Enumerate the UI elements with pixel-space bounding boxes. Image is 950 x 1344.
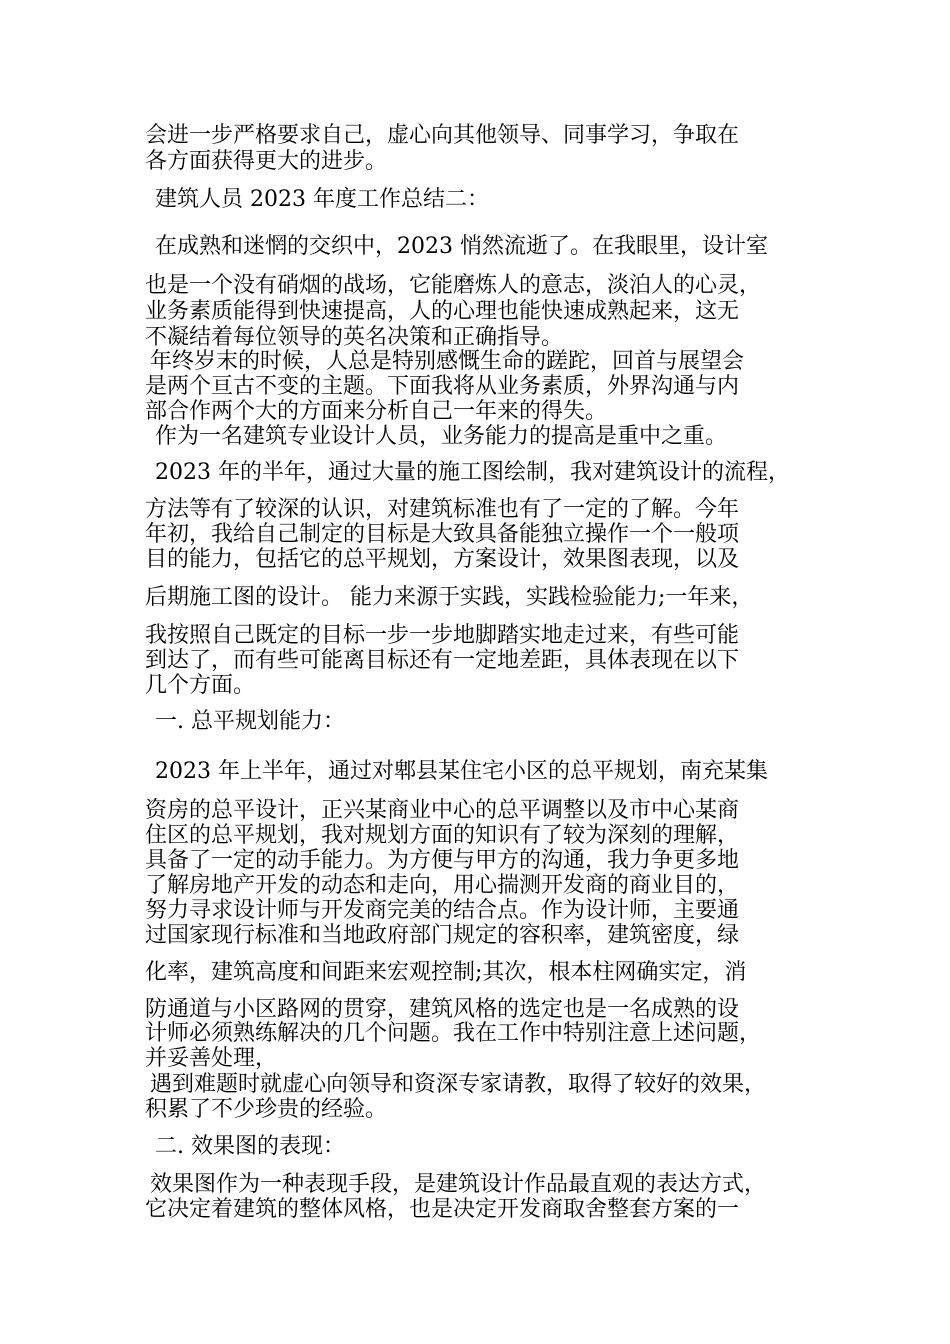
text-line: 防通道与小区路网的贯穿，建筑风格的选定也是一名成熟的设	[145, 997, 740, 1022]
text-line: 效果图作为一种表现手段，是建筑设计作品最直观的表达方式，	[150, 1172, 767, 1197]
text-line: 化率，建筑高度和间距来宏观控制;其次，根本柱网确实定，消	[145, 960, 747, 985]
text-line: 遇到难题时就虚心向领导和资深专家请教，取得了较好的效果，	[150, 1072, 767, 1097]
text-line: 会进一步严格要求自己，虚心向其他领导、同事学习，争取在	[145, 123, 740, 148]
section-heading: 建筑人员 2023 年度工作总结二：	[155, 187, 489, 212]
text-line: 各方面获得更大的进步。	[145, 149, 388, 174]
text-line: 是两个亘古不变的主题。下面我将从业务素质，外界沟通与内	[145, 374, 740, 399]
text-line: 方法等有了较深的认识，对建筑标准也有了一定的了解。今年	[145, 497, 740, 522]
text-line: 年初，我给自己制定的目标是大致具备能独立操作一个一般项	[145, 522, 740, 547]
text-line: 住区的总平规划，我对规划方面的知识有了较为深刻的理解，	[145, 823, 740, 848]
text-line: 具备了一定的动手能力。为方便与甲方的沟通，我力争更多地	[145, 848, 740, 873]
text-line: 我按照自己既定的目标一步一步地脚踏实地走过来，有些可能	[145, 623, 740, 648]
text-line: 业务素质能得到快速提高，人的心理也能快速成熟起来，这无	[145, 299, 740, 324]
text-line: 计师必须熟练解决的几个问题。我在工作中特别注意上述问题，	[145, 1021, 762, 1046]
text-line: 部合作两个大的方面来分析自己一年来的得失。	[145, 399, 608, 424]
text-line: 不凝结着每位领导的英名决策和正确指导。	[145, 325, 564, 350]
text-line: 2023 年的半年，通过大量的施工图绘制，我对建筑设计的流程，	[155, 460, 790, 485]
text-line: 努力寻求设计师与开发商完美的结合点。作为设计师，主要通	[145, 898, 740, 923]
text-line: 2023 年上半年，通过对郫县某住宅小区的总平规划，南充某集	[155, 759, 768, 784]
text-line: 目的能力，包括它的总平规划，方案设计，效果图表现，以及	[145, 547, 740, 572]
text-line: 作为一名建筑专业设计人员，业务能力的提高是重中之重。	[155, 424, 728, 449]
text-line: 过国家现行标准和当地政府部门规定的容积率，建筑密度，绿	[145, 923, 740, 948]
text-line: 几个方面。	[145, 673, 256, 698]
text-line: 并妥善处理，	[145, 1046, 278, 1071]
text-line: 年终岁末的时候，人总是特别感慨生命的蹉跎，回首与展望会	[150, 349, 745, 374]
text-line: 也是一个没有硝烟的战场，它能磨炼人的意志，淡泊人的心灵，	[145, 273, 762, 298]
text-line: 后期施工图的设计。 能力来源于实践，实践检验能力;一年来，	[145, 585, 754, 610]
section-heading: 一. 总平规划能力：	[155, 709, 345, 734]
text-line: 资房的总平设计，正兴某商业中心的总平调整以及市中心某商	[145, 798, 740, 823]
section-heading: 二. 效果图的表现：	[155, 1134, 345, 1159]
text-line: 在成熟和迷惘的交织中，2023 悄然流逝了。在我眼里，设计室	[155, 234, 768, 259]
text-line: 它决定着建筑的整体风格，也是决定开发商取舍整套方案的一	[145, 1197, 740, 1222]
text-line: 积累了不少珍贵的经验。	[145, 1097, 388, 1122]
text-line: 了解房地产开发的动态和走向，用心揣测开发商的商业目的，	[145, 873, 740, 898]
text-line: 到达了，而有些可能离目标还有一定地差距，具体表现在以下	[145, 648, 740, 673]
